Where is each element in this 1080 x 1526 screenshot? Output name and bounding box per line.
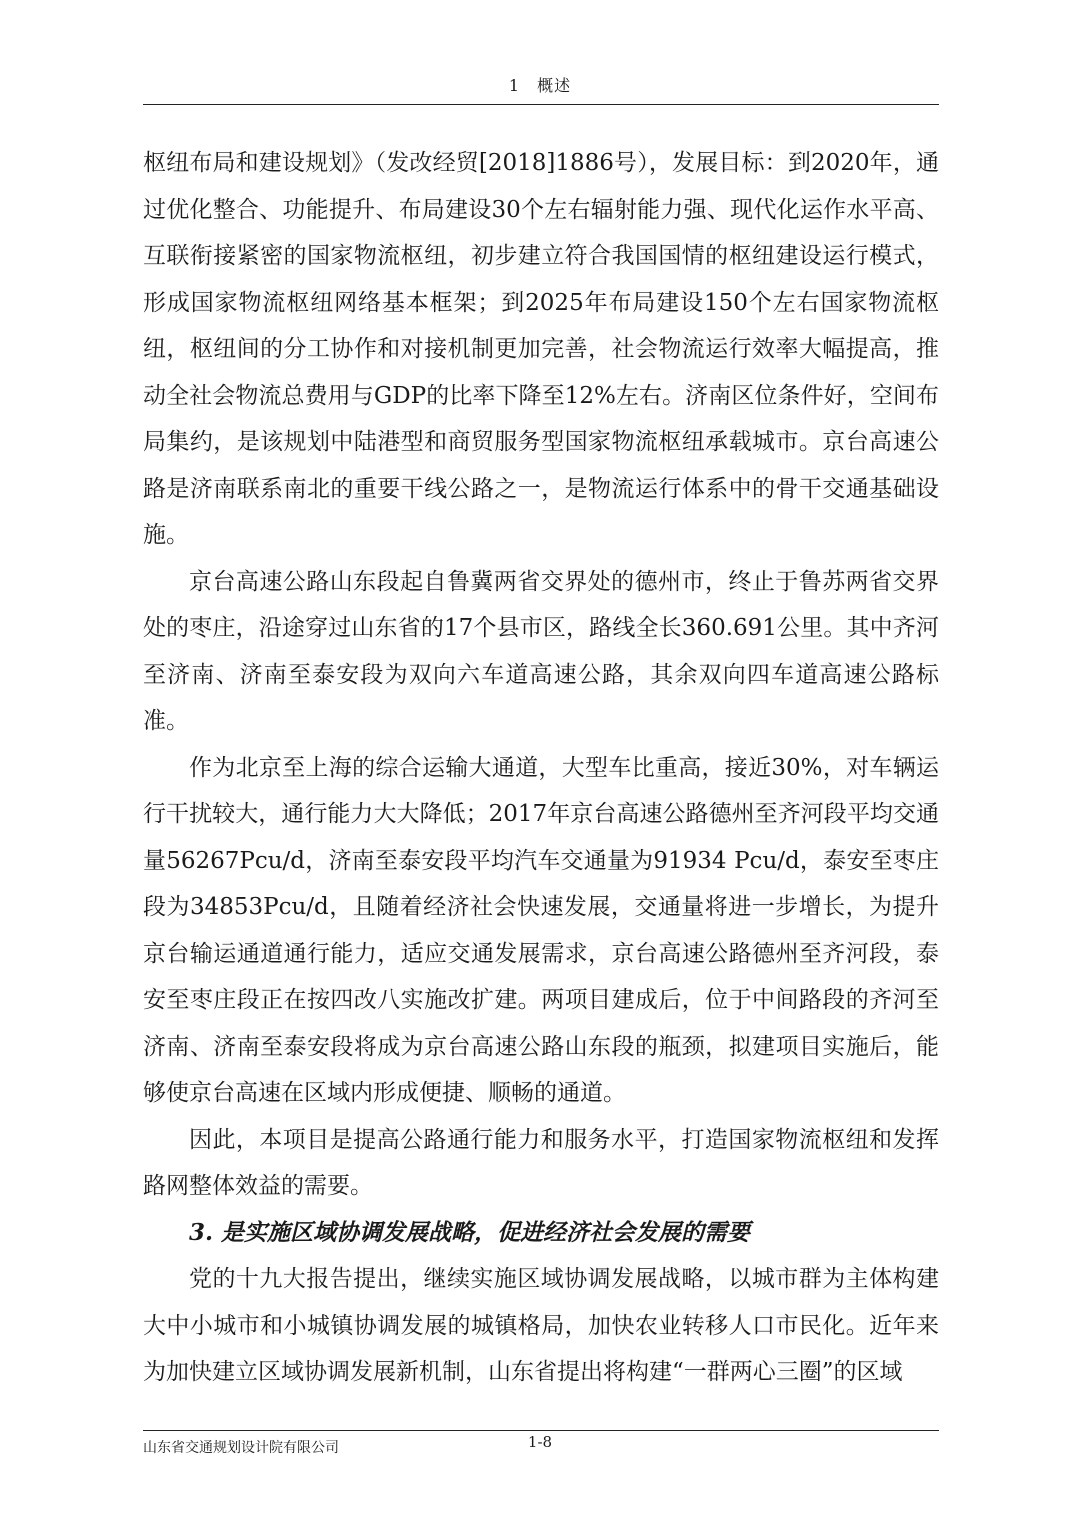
footer-page-number: 1-8: [527, 1433, 553, 1451]
paragraph-traffic-volume: 作为北京至上海的综合运输大通道，大型车比重高，接近30%，对车辆运行干扰较大，通行能力大大降低；2017年京台高速公路德州至齐河段平均交通量56267Pcu/d，济南至泰安段平均汽车交通量为91934 Pcu/d，泰安至枣庄段为34853Pcu/d，且随着经济社会快速发展，交通量将进一步增长，为提升京台输运通道通行能力，适应交通发展需求，京台高速公路德州至齐河段，泰安至枣庄段正在按四改八实施改扩建。两项目建成后，位于中间路段的齐河至济南、济南至泰安段将成为京台高速公路山东段的瓶颈，拟建项目实施后，能够使京台高速在区域内形成便捷、顺畅的通道。: [143, 754, 939, 1106]
section-heading: 3. 是实施区域协调发展战略，促进经济社会发展的需要: [189, 1218, 751, 1246]
header-divider: [143, 104, 939, 105]
paragraph-conclusion: 因此，本项目是提高公路通行能力和服务水平，打造国家物流枢纽和发挥路网整体效益的需要。: [143, 1126, 939, 1199]
running-header-title: 1 概述: [508, 76, 572, 95]
paragraph-logistics-hub-plan: 枢纽布局和建设规划》（发改经贸[2018]1886号），发展目标：到2020年，通过优化整合、功能提升、布局建设30个左右辐射能力强、现代化运作水平高、互联衔接紧密的国家物流枢纽，初步建立符合我国国情的枢纽建设运行模式，形成国家物流枢纽网络基本框架；到2025年布局建设150个左右国家物流枢纽，枢纽间的分工协作和对接机制更加完善，社会物流运行效率大幅提高，推动全社会物流总费用与GDP的比率下降至12%左右。济南区位条件好，空间布局集约，是该规划中陆港型和商贸服务型国家物流枢纽承载城市。京台高速公路是济南联系南北的重要干线公路之一，是物流运行体系中的骨干交通基础设施。: [143, 150, 939, 548]
paragraph-regional-strategy: 党的十九大报告提出，继续实施区域协调发展战略，以城市群为主体构建大中小城市和小城镇协调发展的城镇格局，加快农业转移人口市民化。近年来为加快建立区域协调发展新机制，山东省提出将构建“一群两心三圈”的区域: [143, 1266, 939, 1385]
document-body: [143, 140, 939, 1396]
paragraph-shandong-section: 京台高速公路山东段起自鲁冀两省交界处的德州市，终止于鲁苏两省交界处的枣庄，沿途穿过山东省的17个县市区，路线全长360.691公里。其中齐河至济南、济南至泰安段为双向六车道高速公路，其余双向四车道高速公路标准。: [143, 568, 939, 734]
footer-divider: [143, 1430, 939, 1431]
footer-company-name: 山东省交通规划设计院有限公司: [143, 1440, 339, 1456]
